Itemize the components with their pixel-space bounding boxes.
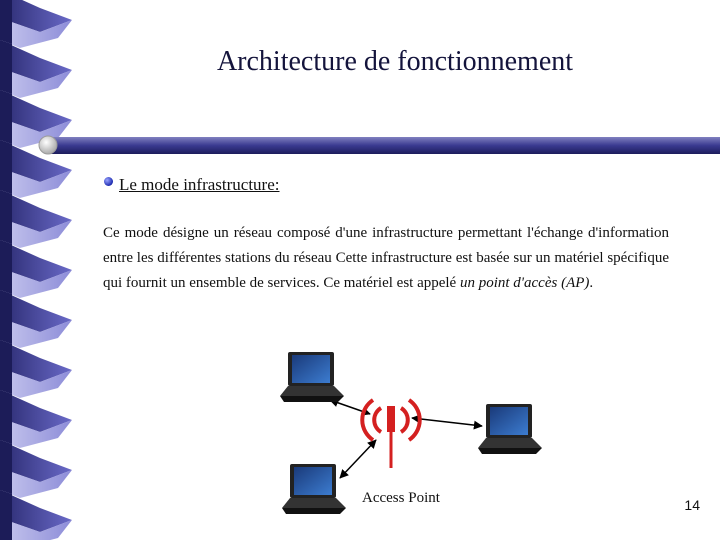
page-number: 14 bbox=[684, 497, 700, 513]
laptop-icon bbox=[280, 352, 344, 402]
link-laptop-right bbox=[412, 418, 482, 426]
paragraph-end: . bbox=[589, 275, 594, 291]
laptop-icon bbox=[478, 404, 542, 454]
laptop-icon bbox=[282, 464, 346, 514]
paragraph-term: un point d'accès (AP) bbox=[459, 275, 590, 291]
access-point-label: Access Point bbox=[362, 490, 440, 506]
paragraph-main: Ce mode désigne un réseau composé d'une infrastructure permettant l'échange d'information entre les différentes stations du réseau Cette infrastructure est basée sur un matériel spécifique qui fournit un ensemble de services. Ce matériel est appelé bbox=[103, 225, 669, 291]
slide-title: Architecture de fonctionnement bbox=[216, 46, 574, 77]
section-heading: Le mode infrastructure: bbox=[119, 175, 280, 194]
access-point-icon bbox=[362, 400, 419, 468]
link-laptop-bottom bbox=[340, 440, 376, 478]
